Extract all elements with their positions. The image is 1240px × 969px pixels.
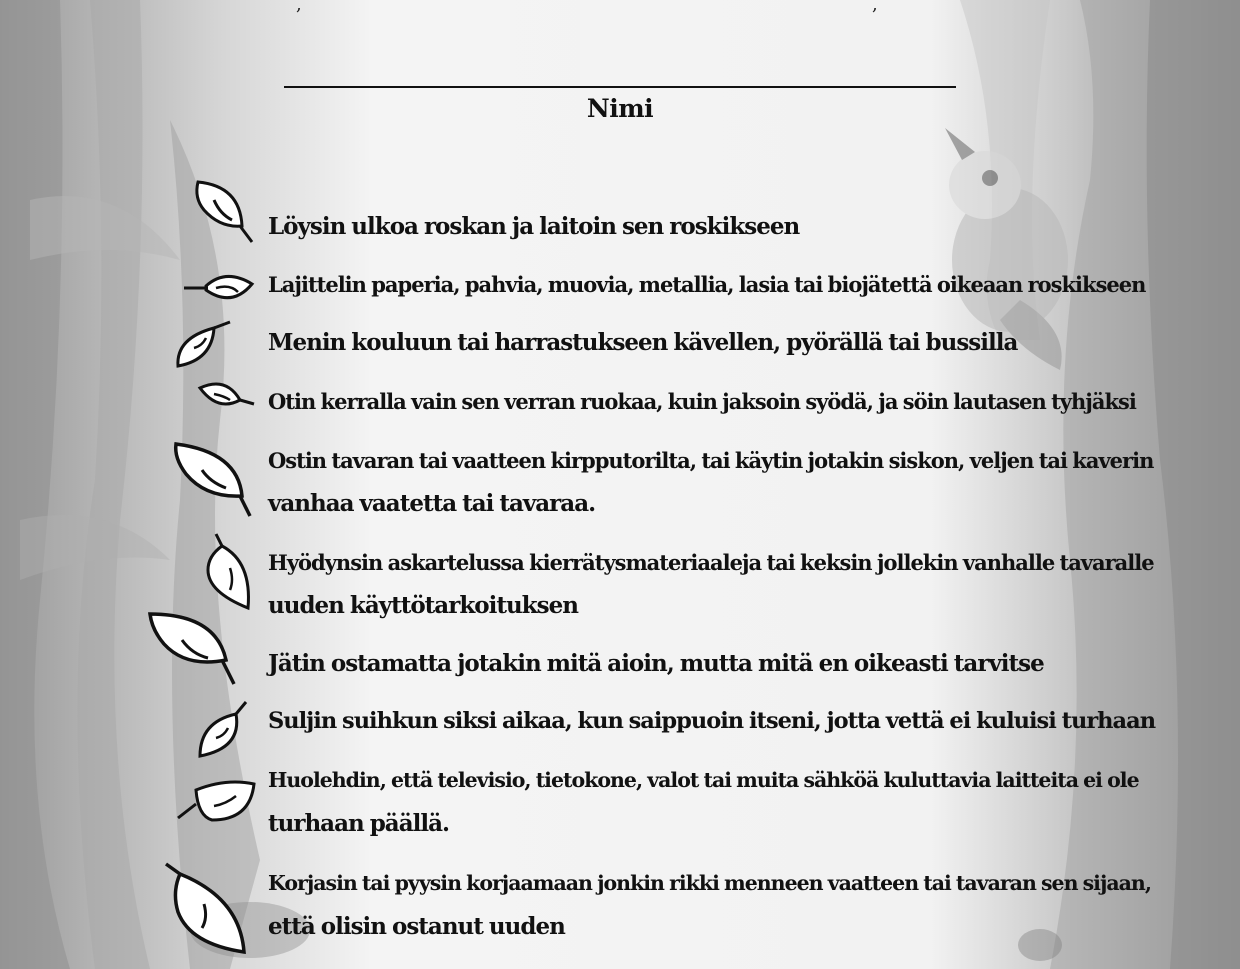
checklist-item-7 bbox=[268, 642, 1158, 685]
checklist-item-text: Ostin tavaran tai vaatteen kirpputorilta, tai käytin jotakin siskon, veljen tai kaverin bbox=[268, 448, 1154, 473]
checklist-item-text: Huolehdin, että televisio, tietokone, valot tai muita sähköä kuluttavia laitteita ei ole bbox=[268, 768, 1139, 792]
top-edge-mark-left: , bbox=[296, 0, 302, 15]
checklist-item-8 bbox=[268, 700, 1158, 743]
checklist-item-text: vanhaa vaatetta tai tavaraa. bbox=[268, 490, 596, 517]
checklist-item-4 bbox=[268, 380, 1158, 423]
checklist-item-text: Jätin ostamatta jotakin mitä aioin, mutta mitä en oikeasti tarvitse bbox=[268, 650, 1044, 677]
checklist-item-text: turhaan päällä. bbox=[268, 810, 449, 837]
leaf-icon bbox=[196, 378, 258, 416]
leaf-icon bbox=[170, 440, 256, 520]
leaf-icon bbox=[182, 266, 256, 310]
checklist-item-text: Otin kerralla vain sen verran ruokaa, kuin jaksoin syödä, ja söin lautasen tyhjäksi bbox=[268, 389, 1136, 414]
leaf-icon bbox=[174, 774, 258, 830]
checklist-item-text: Lajittelin paperia, pahvia, muovia, metallia, lasia tai biojätettä oikeaan roskikseen bbox=[268, 272, 1146, 297]
leaf-icon bbox=[146, 610, 238, 688]
name-label: Nimi bbox=[586, 94, 654, 123]
checklist-item-text: että olisin ostanut uuden bbox=[268, 913, 565, 940]
checklist-item-text: Korjasin tai pyysin korjaamaan jonkin rikki menneen vaatteen tai tavaran sen sijaan, bbox=[268, 871, 1151, 895]
checklist-item-3 bbox=[268, 321, 1158, 364]
checklist-item-5 bbox=[268, 439, 1158, 525]
checklist-item-text: Suljin suihkun siksi aikaa, kun saippuoin itseni, jotta vettä ei kuluisi turhaan bbox=[268, 708, 1156, 734]
leaf-icon bbox=[200, 532, 256, 612]
checklist-item-text: uuden käyttötarkoituksen bbox=[268, 592, 578, 619]
leaf-icon bbox=[190, 178, 256, 248]
checklist-item-2 bbox=[268, 263, 1158, 306]
top-edge-mark-right: , bbox=[872, 0, 878, 15]
checklist-item-text: Hyödynsin askartelussa kierrätysmateriaaleja tai keksin jollekin vanhalle tavaralle bbox=[268, 550, 1154, 575]
name-field-line[interactable] bbox=[284, 86, 956, 88]
checklist-item-6 bbox=[268, 541, 1158, 627]
checklist-item-10 bbox=[268, 862, 1158, 948]
leaf-icon bbox=[196, 700, 252, 760]
checklist-item-1 bbox=[268, 205, 1158, 248]
checklist-item-9 bbox=[268, 759, 1158, 845]
leaf-icon bbox=[172, 318, 234, 370]
checklist-item-text: Löysin ulkoa roskan ja laitoin sen roskikseen bbox=[268, 213, 800, 240]
checklist-item-text: Menin kouluun tai harrastukseen kävellen, pyörällä tai bussilla bbox=[268, 329, 1018, 356]
leaf-icon bbox=[160, 862, 250, 956]
